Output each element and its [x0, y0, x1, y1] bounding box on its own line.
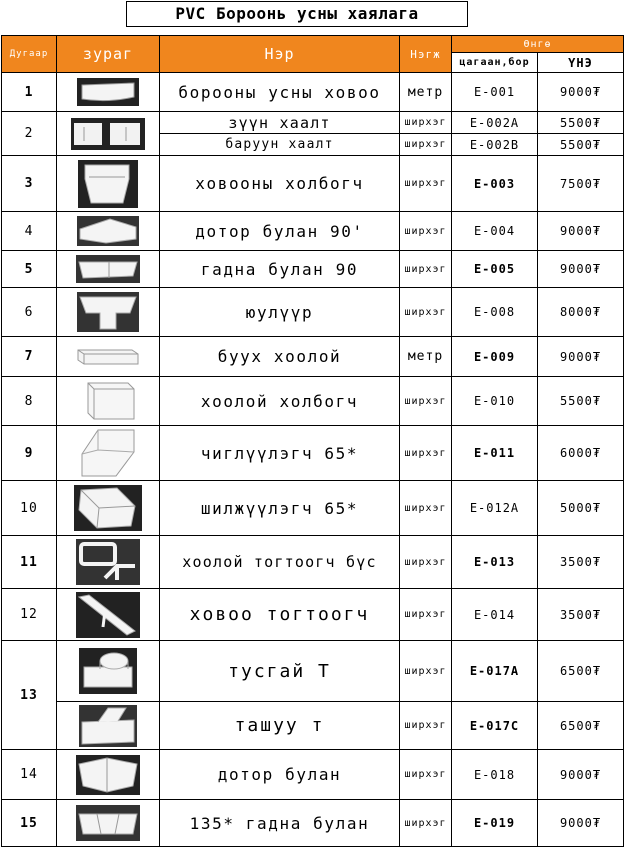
- row-unit: ширхэг: [400, 426, 452, 481]
- row-name: дотор булан 90': [160, 212, 400, 251]
- header-name: Нэр: [160, 36, 400, 73]
- table-row: [2, 641, 624, 702]
- row-price: 3500₮: [538, 589, 624, 641]
- elbow-icon: [57, 426, 160, 481]
- header-color-values: цагаан,бор: [452, 53, 538, 73]
- header-price: ҮНЭ: [538, 53, 624, 73]
- row-name: борооны усны ховоо: [160, 73, 400, 112]
- row-code: E-001: [452, 73, 538, 112]
- page-title: PVC Бороонь усны хаялага: [126, 1, 468, 27]
- row-unit: ширхэг: [400, 536, 452, 589]
- row-unit: ширхэг: [400, 251, 452, 288]
- inner-corner-2-icon: [57, 750, 160, 800]
- row-name: чиглүүлэгч 65*: [160, 426, 400, 481]
- row-unit: ширхэг: [400, 377, 452, 426]
- row-unit: ширхэг: [400, 156, 452, 212]
- row-number: 7: [2, 337, 57, 377]
- row-name: хоолой тогтоогч бүс: [160, 536, 400, 589]
- row-code: E-018: [452, 750, 538, 800]
- row-unit: ширхэг: [400, 212, 452, 251]
- row-name: ховооны холбогч: [160, 156, 400, 212]
- oblique-t-icon: [57, 702, 160, 750]
- row-price: 7500₮: [538, 156, 624, 212]
- row-number: 1: [2, 73, 57, 112]
- funnel-icon: [57, 288, 160, 337]
- row-price: 9000₮: [538, 750, 624, 800]
- row-code: E-011: [452, 426, 538, 481]
- row-code: E-008: [452, 288, 538, 337]
- row-code: E-019: [452, 800, 538, 847]
- row-price: 6500₮: [538, 641, 624, 702]
- header-unit: Нэгж: [400, 36, 452, 73]
- end-cap-icon: [57, 112, 160, 156]
- table-row: [2, 481, 624, 536]
- gutter-connector-icon: [57, 156, 160, 212]
- header-image: зураг: [57, 36, 160, 73]
- inner-corner-icon: [57, 212, 160, 251]
- row-name: буух хоолой: [160, 337, 400, 377]
- row-name: хоолой холбогч: [160, 377, 400, 426]
- row-price: 9000₮: [538, 800, 624, 847]
- row-number: 10: [2, 481, 57, 536]
- row-number: 8: [2, 377, 57, 426]
- table-row: [2, 112, 624, 134]
- gutter-icon: [57, 73, 160, 112]
- row-code: E-002A: [452, 112, 538, 134]
- row-name: гадна булан 90: [160, 251, 400, 288]
- pipe-connector-icon: [57, 377, 160, 426]
- row-unit: ширхэг: [400, 288, 452, 337]
- row-name: 135* гадна булан: [160, 800, 400, 847]
- row-number: 4: [2, 212, 57, 251]
- row-name: баруун хаалт: [160, 134, 400, 156]
- table-row: [2, 377, 624, 426]
- table-row: [2, 73, 624, 112]
- row-unit: ширхэг: [400, 112, 452, 134]
- row-name: шилжүүлэгч 65*: [160, 481, 400, 536]
- row-number: 12: [2, 589, 57, 641]
- row-code: E-014: [452, 589, 538, 641]
- table-row: [2, 288, 624, 337]
- row-code: E-017A: [452, 641, 538, 702]
- table-row: [2, 750, 624, 800]
- row-name: зүүн хаалт: [160, 112, 400, 134]
- special-t-icon: [57, 641, 160, 702]
- row-unit: ширхэг: [400, 750, 452, 800]
- table-row: [2, 212, 624, 251]
- table-row: [2, 589, 624, 641]
- row-code: E-012A: [452, 481, 538, 536]
- row-name: дотор булан: [160, 750, 400, 800]
- row-name: ташуу т: [160, 702, 400, 750]
- row-number: 2: [2, 112, 57, 156]
- row-price: 5500₮: [538, 377, 624, 426]
- row-number: 3: [2, 156, 57, 212]
- row-price: 9000₮: [538, 73, 624, 112]
- row-price: 5500₮: [538, 134, 624, 156]
- row-number: 11: [2, 536, 57, 589]
- row-name: тусгай Т: [160, 641, 400, 702]
- row-number: 6: [2, 288, 57, 337]
- row-unit: метр: [400, 73, 452, 112]
- row-unit: ширхэг: [400, 589, 452, 641]
- row-number: 15: [2, 800, 57, 847]
- title-bar: [0, 0, 624, 32]
- row-unit: ширхэг: [400, 481, 452, 536]
- table-row: [2, 251, 624, 288]
- offset-icon: [57, 481, 160, 536]
- row-unit: ширхэг: [400, 641, 452, 702]
- row-price: 3500₮: [538, 536, 624, 589]
- row-unit: ширхэг: [400, 800, 452, 847]
- outer-corner-icon: [57, 251, 160, 288]
- row-number: 14: [2, 750, 57, 800]
- row-name: юулүүр: [160, 288, 400, 337]
- row-price: 5500₮: [538, 112, 624, 134]
- row-unit: ширхэг: [400, 134, 452, 156]
- row-price: 5000₮: [538, 481, 624, 536]
- price-table: [1, 35, 624, 847]
- table-row: [2, 536, 624, 589]
- row-code: E-003: [452, 156, 538, 212]
- row-code: E-013: [452, 536, 538, 589]
- header-color: Өнгө: [452, 36, 624, 53]
- row-price: 8000₮: [538, 288, 624, 337]
- row-unit: ширхэг: [400, 702, 452, 750]
- table-row: [2, 702, 624, 750]
- row-code: E-002B: [452, 134, 538, 156]
- row-name: ховоо тогтоогч: [160, 589, 400, 641]
- row-code: E-009: [452, 337, 538, 377]
- outer-corner-135-icon: [57, 800, 160, 847]
- table-row: [2, 800, 624, 847]
- row-price: 6000₮: [538, 426, 624, 481]
- table-row: [2, 426, 624, 481]
- header-number: Дугаар: [2, 36, 57, 73]
- row-price: 9000₮: [538, 212, 624, 251]
- row-code: E-017C: [452, 702, 538, 750]
- row-number: 9: [2, 426, 57, 481]
- row-code: E-005: [452, 251, 538, 288]
- downpipe-icon: [57, 337, 160, 377]
- pipe-clip-icon: [57, 536, 160, 589]
- row-code: E-010: [452, 377, 538, 426]
- table-row: [2, 337, 624, 377]
- table-row: [2, 156, 624, 212]
- row-price: 9000₮: [538, 251, 624, 288]
- row-number: 5: [2, 251, 57, 288]
- row-number: 13: [2, 641, 57, 750]
- row-code: E-004: [452, 212, 538, 251]
- row-price: 9000₮: [538, 337, 624, 377]
- row-unit: метр: [400, 337, 452, 377]
- gutter-bracket-icon: [57, 589, 160, 641]
- row-price: 6500₮: [538, 702, 624, 750]
